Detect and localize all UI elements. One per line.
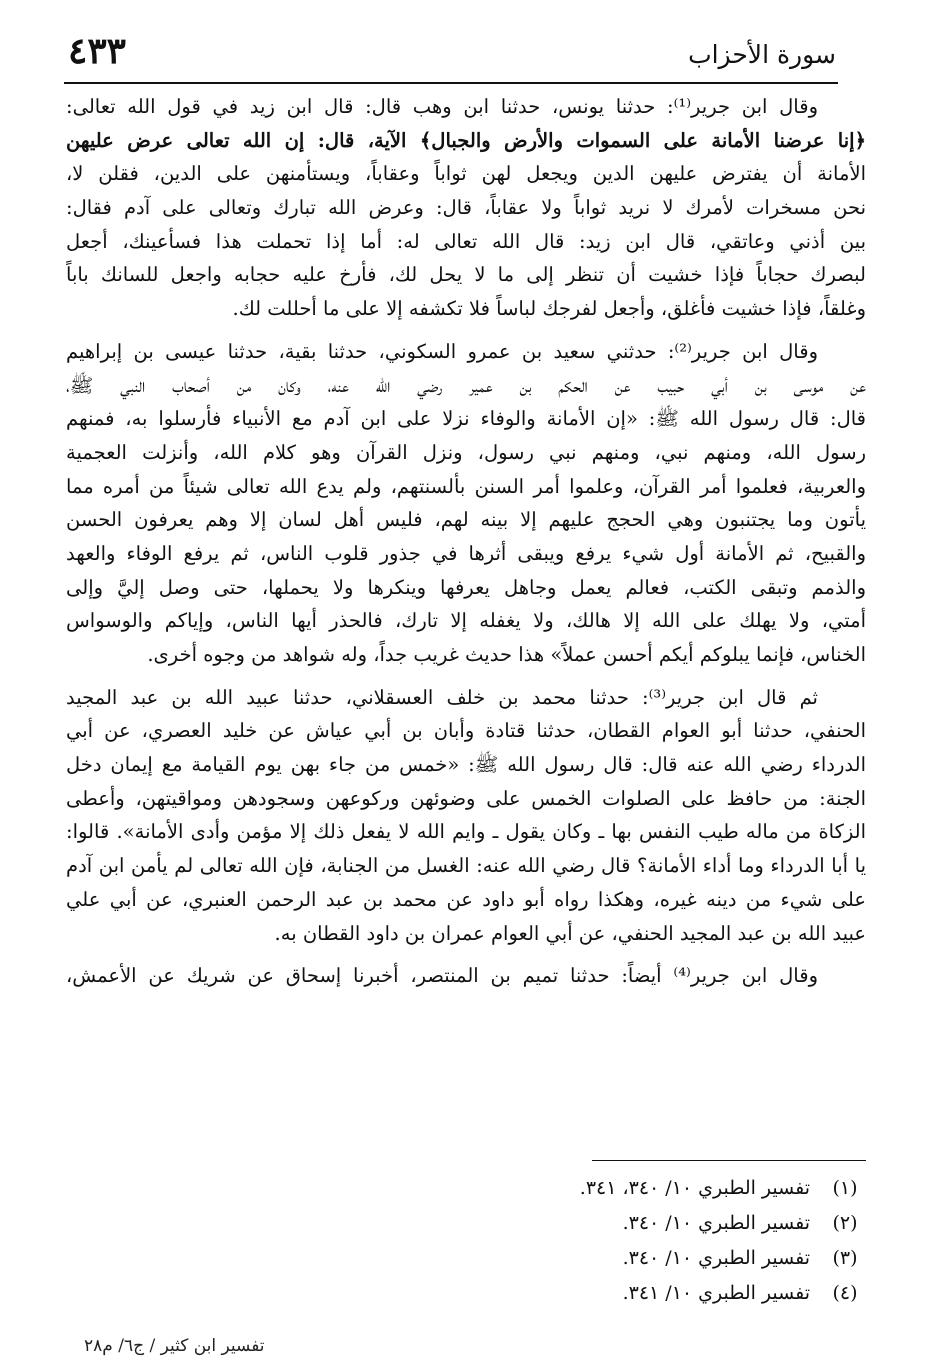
footnote-number: (٢) xyxy=(832,1211,858,1234)
footnote-text: تفسير الطبري ١٠/ ٣٤٠. xyxy=(622,1246,810,1269)
text-line: رسول الله، ومنهم نبي، ومنهم نبي رسول، ونزل القرآن وهو كلام الله، وأنزلت العجمية xyxy=(66,440,866,464)
text-line: عن موسى بن أبي حبيب عن الحكم بن عمير رضي الله عنه، وكان من أصحاب النبي ﷺ، xyxy=(66,373,866,397)
text-line: نحن مسخرات لأمرك لا نريد ثواباً ولا عقاباً، قال: وعرض الله تبارك وتعالى على آدم فقال: xyxy=(66,196,866,220)
text-line: الجنة: من حافظ على الصلوات الخمس على وضوئهن وركوعهن وسجودهن ومواقيتهن، وأعطى xyxy=(66,786,866,810)
page-header xyxy=(64,30,838,84)
footnote-number: (٤) xyxy=(832,1281,858,1304)
text-line: والذمم وتبقى الكتب، فعالم يعمل وجاهل يعرفها وينكرها ولا يحملها، حتى وصل إليَّ وإلى xyxy=(66,575,866,599)
text-line: الأمانة أن يفترض عليهن الدين ويجعل لهن ثواباً وعقاباً، ويستأمنهن على الدين، فقلن لا، xyxy=(66,162,866,186)
text-line: بين أذني وعاتقي، قال ابن زيد: قال الله تعالى له: أما إذا تحملت هذا فسأعينك، أجعل xyxy=(66,229,866,253)
page-number: ٤٣٣ xyxy=(68,30,127,72)
text-line: وغلقاً، فإذا خشيت فأغلق، وأجعل لفرجك لباساً فلا تكشفه إلا على ما أحللت لك. xyxy=(232,297,866,321)
text-line: وقال ابن جرير⁽⁴⁾ أيضاً: حدثنا تميم بن المنتصر، أخبرنا إسحاق عن شريك عن الأعمش، xyxy=(66,964,818,988)
text-line: قال: قال رسول الله ﷺ: «إن الأمانة والوفاء نزلا على ابن آدم مع الأنبياء فأرسلوا به، فمنهم xyxy=(66,407,866,431)
footnote-divider xyxy=(592,1160,866,1161)
paragraph xyxy=(66,90,866,326)
text-line: وقال ابن جرير⁽²⁾: حدثني سعيد بن عمرو السكوني، حدثنا بقية، حدثنا عيسى بن إبراهيم xyxy=(66,339,818,363)
footnote-text: تفسير الطبري ١٠/ ٣٤٠، ٣٤١. xyxy=(579,1176,810,1199)
paragraph xyxy=(66,681,866,951)
paragraph xyxy=(66,335,866,672)
main-text xyxy=(66,90,866,1002)
text-line: الدرداء رضي الله عنه قال: قال رسول الله ﷺ: «خمس من جاء بهن يوم القيامة مع إيمان دخل xyxy=(66,753,866,777)
footnotes xyxy=(566,1170,866,1310)
text-line: يا أبا الدرداء وما أداء الأمانة؟ قال رضي الله عنه: الغسل من الجنابة، فإن الله تعالى لم يأمن ابن آدم xyxy=(66,854,866,878)
paragraph xyxy=(66,959,866,993)
text-line: الخناس، فإنما يبلوكم أيكم أحسن عملاً» هذا حديث غريب جداً، وله شواهد من وجوه أخرى. xyxy=(147,643,866,666)
footnote-number: (١) xyxy=(832,1176,858,1199)
text-line: ثم قال ابن جرير⁽³⁾: حدثنا محمد بن خلف العسقلاني، حدثنا عبيد الله بن عبد المجيد xyxy=(66,685,818,709)
footnote-text: تفسير الطبري ١٠/ ٣٤١. xyxy=(622,1281,810,1304)
text-line: ﴿إنا عرضنا الأمانة على السموات والأرض والجبال﴾ الآية، قال: إن الله تعالى عرض عليهن xyxy=(66,128,866,152)
footnote-item xyxy=(566,1275,866,1310)
footnote-item xyxy=(566,1170,866,1205)
text-line: الزكاة من ماله طيب النفس بها ـ وكان يقول ـ وايم الله لا يفعل ذلك إلا مؤمن وأدى الأمانة». قالوا: xyxy=(66,820,866,844)
text-line: والعربية، فعلموا أمر القرآن، وعلموا أمر السنن بألسنتهم، ولم يدع الله تعالى شيئاً من أمره مما xyxy=(66,474,866,498)
footnote-item xyxy=(566,1240,866,1275)
text-line: يأتون وما يجتنبون وهي الحجج عليهم إلا بينه لهم، فليس أهل لسان إلا وهم يعرفون الحسن xyxy=(66,508,866,532)
surah-title: سورة الأحزاب xyxy=(688,40,836,69)
text-line: لبصرك حجاباً فإذا خشيت أن تنظر إلى ما لا يحل لك، فأرخ عليه حجابه واجعل للسانك باباً xyxy=(66,263,866,287)
text-line: الحنفي، حدثنا أبو العوام القطان، حدثنا قتادة وأبان بن أبي عياش عن خليد العصري، عن أبي xyxy=(66,719,866,743)
text-line: والقبيح، ثم الأمانة أول شيء يرفع ويبقى أثرها في جذور قلوب الناس، ثم يرفع الوفاء والعهد xyxy=(66,541,866,565)
footnote-number: (٣) xyxy=(832,1246,858,1269)
text-line: وقال ابن جرير⁽¹⁾: حدثنا يونس، حدثنا ابن وهب قال: قال ابن زيد في قول الله تعالى: xyxy=(66,95,818,118)
signature-mark: تفسير ابن كثير / ج٦/ م٢٨ xyxy=(84,1336,265,1356)
footnote-text: تفسير الطبري ١٠/ ٣٤٠. xyxy=(622,1211,810,1234)
text-line: عبيد الله بن عبد المجيد الحنفي، عن أبي العوام عمران بن داود القطان به. xyxy=(274,921,866,945)
text-line: أمتي، ولا يهلك على الله إلا هالك، ولا يغفله إلا تارك، فالحذر أيها الناس، وإياكم والوسواس xyxy=(66,609,866,633)
text-line: على شيء من دينه غيره، وهكذا رواه أبو داود عن محمد بن عبد الرحمن العنبري، عن أبي علي xyxy=(66,887,866,911)
footnote-item xyxy=(566,1205,866,1240)
